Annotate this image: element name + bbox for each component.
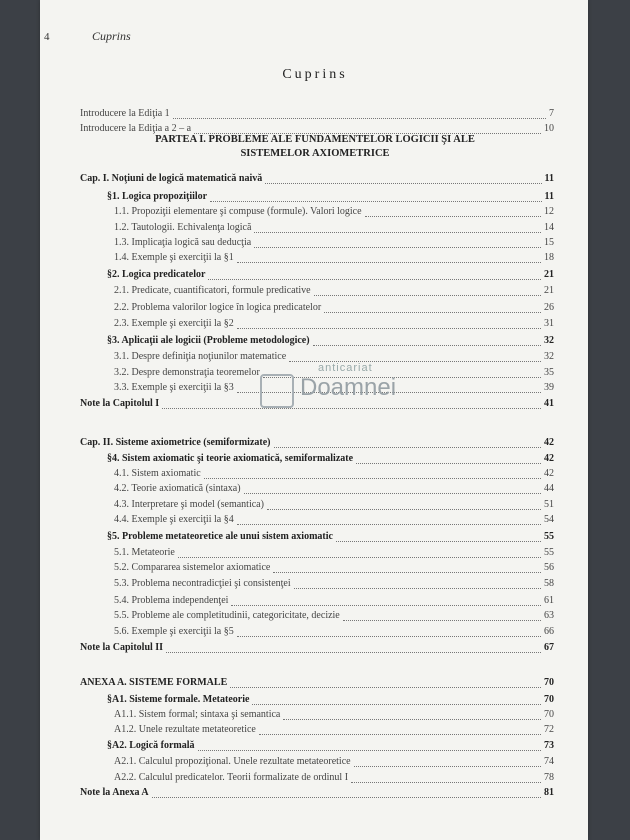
- toc-entry: [0, 284, 630, 298]
- toc-entry-label: §5. Probleme metateoretice ale unui sistem axiomatic: [107, 531, 333, 542]
- toc-entry-label: 3.1. Despre definiţia noţiunilor matematice: [114, 351, 287, 362]
- toc-entry-page: 42: [544, 453, 554, 464]
- toc-entry-page: 35: [544, 367, 554, 378]
- toc-leader-dots: [265, 183, 542, 184]
- toc-entry-page: 7: [549, 108, 554, 119]
- toc-leader-dots: [210, 201, 542, 202]
- toc-entry-page: 66: [544, 626, 554, 637]
- toc-entry-label: Note la Anexa A: [80, 787, 149, 798]
- toc-entry: [0, 609, 630, 623]
- toc-entry-page: 72: [544, 724, 554, 735]
- page-number: 4: [44, 31, 50, 43]
- toc-leader-dots: [351, 782, 541, 783]
- toc-entry-page: 70: [544, 709, 554, 720]
- toc-leader-dots: [173, 118, 546, 119]
- toc-leader-dots: [231, 605, 541, 606]
- toc-leader-dots: [365, 216, 541, 217]
- toc-entry-label: 1.2. Tautologii. Echivalenţa logică: [114, 222, 252, 233]
- toc-entry: [0, 755, 630, 769]
- watermark-line1: anticariat: [318, 362, 373, 374]
- toc-leader-dots: [336, 541, 541, 542]
- toc-entry: [0, 190, 630, 204]
- toc-entry-label: 4.4. Exemple şi exerciţii la §4: [114, 514, 234, 525]
- toc-leader-dots: [259, 734, 541, 735]
- toc-entry-label: 5.5. Probleme ale completitudinii, categoricitate, decizie: [114, 610, 340, 621]
- toc-entry-label: A2.2. Calculul predicatelor. Teorii formalizate de ordinul I: [114, 772, 349, 783]
- toc-entry-label: 4.2. Teorie axiomatică (sintaxa): [114, 483, 241, 494]
- toc-entry: [0, 513, 630, 527]
- toc-leader-dots: [237, 524, 541, 525]
- toc-leader-dots: [354, 766, 541, 767]
- toc-entry-label: 2.2. Problema valorilor logice în logica predicatelor: [114, 302, 322, 313]
- toc-entry-page: 63: [544, 610, 554, 621]
- toc-leader-dots: [273, 572, 541, 573]
- toc-entry: [0, 561, 630, 575]
- toc-entry-label: 4.3. Interpretare şi model (semantica): [114, 499, 264, 510]
- toc-leader-dots: [237, 328, 541, 329]
- toc-entry: [0, 205, 630, 219]
- toc-entry-label: 2.1. Predicate, cuantificatori, formule predicative: [114, 285, 311, 296]
- toc-entry: [0, 251, 630, 265]
- toc-leader-dots: [324, 312, 541, 313]
- toc-entry-page: 78: [544, 772, 554, 783]
- toc-leader-dots: [267, 509, 541, 510]
- toc-entry-page: 73: [544, 740, 554, 751]
- toc-leader-dots: [194, 133, 541, 134]
- toc-entry-label: Introducere la Ediţia 1: [80, 108, 170, 119]
- toc-entry-label: 3.3. Exemple şi exerciţii la §3: [114, 382, 234, 393]
- toc-entry-page: 11: [544, 173, 554, 184]
- toc-entry: [0, 334, 630, 348]
- toc-entry-page: 51: [544, 499, 554, 510]
- toc-leader-dots: [152, 797, 541, 798]
- toc-entry-label: A2.1. Calculul propoziţional. Unele rezultate metateoretice: [114, 756, 351, 767]
- toc-entry-page: 12: [544, 206, 554, 217]
- toc-entry-page: 21: [544, 269, 554, 280]
- toc-entry-label: 5.2. Compararea sistemelor axiomatice: [114, 562, 271, 573]
- toc-entry-label: §2. Logica predicatelor: [107, 269, 206, 280]
- toc-entry: [0, 739, 630, 753]
- toc-entry-page: 58: [544, 578, 554, 589]
- toc-entry: [0, 221, 630, 235]
- toc-entry-label: 5.3. Problema necontradicţiei şi consistenţei: [114, 578, 291, 589]
- toc-entry: [0, 625, 630, 639]
- toc-entry: [0, 641, 630, 655]
- toc-entry: [0, 577, 630, 591]
- toc-entry-page: 42: [544, 437, 554, 448]
- toc-entry-label: §A2. Logică formală: [107, 740, 195, 751]
- toc-entry: [0, 268, 630, 282]
- toc-entry-label: Note la Capitolul I: [80, 398, 160, 409]
- toc-entry: [0, 452, 630, 466]
- toc-entry-label: ANEXA A. SISTEME FORMALE: [80, 677, 228, 688]
- toc-entry-page: 21: [544, 285, 554, 296]
- toc-entry-page: 61: [544, 595, 554, 606]
- toc-leader-dots: [283, 719, 541, 720]
- toc-entry-label: A1.2. Unele rezultate metateoretice: [114, 724, 256, 735]
- toc-entry-page: 26: [544, 302, 554, 313]
- toc-entry: [0, 498, 630, 512]
- toc-entry: [0, 594, 630, 608]
- toc-leader-dots: [294, 588, 541, 589]
- toc-leader-dots: [274, 447, 541, 448]
- toc-entry: [0, 172, 630, 186]
- toc-entry-label: 5.4. Problema independenţei: [114, 595, 229, 606]
- toc-entry-page: 10: [544, 123, 554, 134]
- toc-entry: [0, 236, 630, 250]
- toc-entry: [0, 436, 630, 450]
- toc-leader-dots: [204, 478, 541, 479]
- toc-entry-page: 67: [544, 642, 554, 653]
- toc-entry-page: 41: [544, 398, 554, 409]
- toc-entry-label: Introducere la Ediţia a 2 – a: [80, 123, 192, 134]
- toc-leader-dots: [314, 295, 541, 296]
- toc-entry-label: Cap. I. Noţiuni de logică matematică naivă: [80, 173, 263, 184]
- toc-entry: [0, 771, 630, 785]
- toc-entry-page: 15: [544, 237, 554, 248]
- toc-entry: [0, 693, 630, 707]
- toc-entry: [0, 301, 630, 315]
- toc-leader-dots: [198, 750, 541, 751]
- part-heading-line1: PARTEA I. PROBLEME ALE FUNDAMENTELOR LOGICII ŞI ALE: [155, 134, 475, 145]
- toc-leader-dots: [254, 232, 541, 233]
- toc-entry-label: 4.1. Sistem axiomatic: [114, 468, 201, 479]
- toc-entry-label: Note la Capitolul II: [80, 642, 164, 653]
- toc-entry-label: §3. Aplicaţii ale logicii (Probleme metodologice): [107, 335, 310, 346]
- toc-leader-dots: [208, 279, 541, 280]
- toc-entry-page: 32: [544, 335, 554, 346]
- toc-entry-page: 56: [544, 562, 554, 573]
- toc-entry-label: §A1. Sisteme formale. Metateorie: [107, 694, 250, 705]
- toc-entry-page: 31: [544, 318, 554, 329]
- toc-leader-dots: [237, 262, 541, 263]
- toc-entry-label: 2.3. Exemple şi exerciţii la §2: [114, 318, 234, 329]
- toc-entry-page: 74: [544, 756, 554, 767]
- toc-entry-page: 42: [544, 468, 554, 479]
- toc-entry-label: 1.3. Implicaţia logică sau deducţia: [114, 237, 252, 248]
- toc-entry-label: A1.1. Sistem formal; sintaxa şi semantica: [114, 709, 281, 720]
- toc-entry: [0, 482, 630, 496]
- toc-entry: [0, 467, 630, 481]
- toc-entry-page: 70: [544, 677, 554, 688]
- running-title: Cuprins: [92, 29, 131, 43]
- toc-leader-dots: [252, 704, 541, 705]
- toc-leader-dots: [356, 463, 541, 464]
- toc-entry-label: §4. Sistem axiomatic şi teorie axiomatică, semiformalizate: [107, 453, 354, 464]
- toc-entry: [0, 122, 630, 136]
- toc-entry-label: 5.1. Metateorie: [114, 547, 175, 558]
- toc-entry-page: 39: [544, 382, 554, 393]
- toc-entry-page: 18: [544, 252, 554, 263]
- toc-entry-label: Cap. II. Sisteme axiometrice (semiformizate): [80, 437, 271, 448]
- toc-leader-dots: [178, 557, 541, 558]
- toc-entry: [0, 317, 630, 331]
- toc-entry-label: §1. Logica propoziţiilor: [107, 191, 208, 202]
- toc-entry: [0, 546, 630, 560]
- watermark-line2: Doamnei: [300, 374, 397, 401]
- toc-entry-label: 1.1. Propoziţii elementare şi compuse (formule). Valori logice: [114, 206, 362, 217]
- toc-entry-page: 54: [544, 514, 554, 525]
- toc-leader-dots: [313, 345, 541, 346]
- toc-leader-dots: [230, 687, 541, 688]
- toc-entry-label: 3.2. Despre demonstraţia teoremelor: [114, 367, 260, 378]
- toc-entry: [0, 530, 630, 544]
- toc-leader-dots: [237, 636, 541, 637]
- toc-entry-page: 81: [544, 787, 554, 798]
- toc-entry-page: 11: [544, 191, 554, 202]
- toc-entry: [0, 676, 630, 690]
- toc-entry-page: 55: [544, 547, 554, 558]
- page-title: Cuprins: [282, 67, 348, 82]
- toc-entry: [0, 107, 630, 121]
- part-heading-line2: SISTEMELOR AXIOMETRICE: [240, 148, 390, 159]
- toc-entry-page: 44: [544, 483, 554, 494]
- toc-entry-page: 55: [544, 531, 554, 542]
- toc-leader-dots: [254, 247, 541, 248]
- toc-entry: [0, 786, 630, 800]
- toc-entry-label: 5.6. Exemple şi exerciţii la §5: [114, 626, 234, 637]
- toc-entry: [0, 708, 630, 722]
- toc-entry: [0, 723, 630, 737]
- toc-entry-page: 14: [544, 222, 554, 233]
- watermark: [300, 360, 397, 420]
- toc-leader-dots: [244, 493, 541, 494]
- toc-entry-label: 1.4. Exemple şi exerciţii la §1: [114, 252, 234, 263]
- toc-entry-page: 70: [544, 694, 554, 705]
- anticariat-logo-icon: [260, 374, 294, 408]
- toc-entry-page: 32: [544, 351, 554, 362]
- toc-leader-dots: [166, 652, 541, 653]
- toc-leader-dots: [343, 620, 541, 621]
